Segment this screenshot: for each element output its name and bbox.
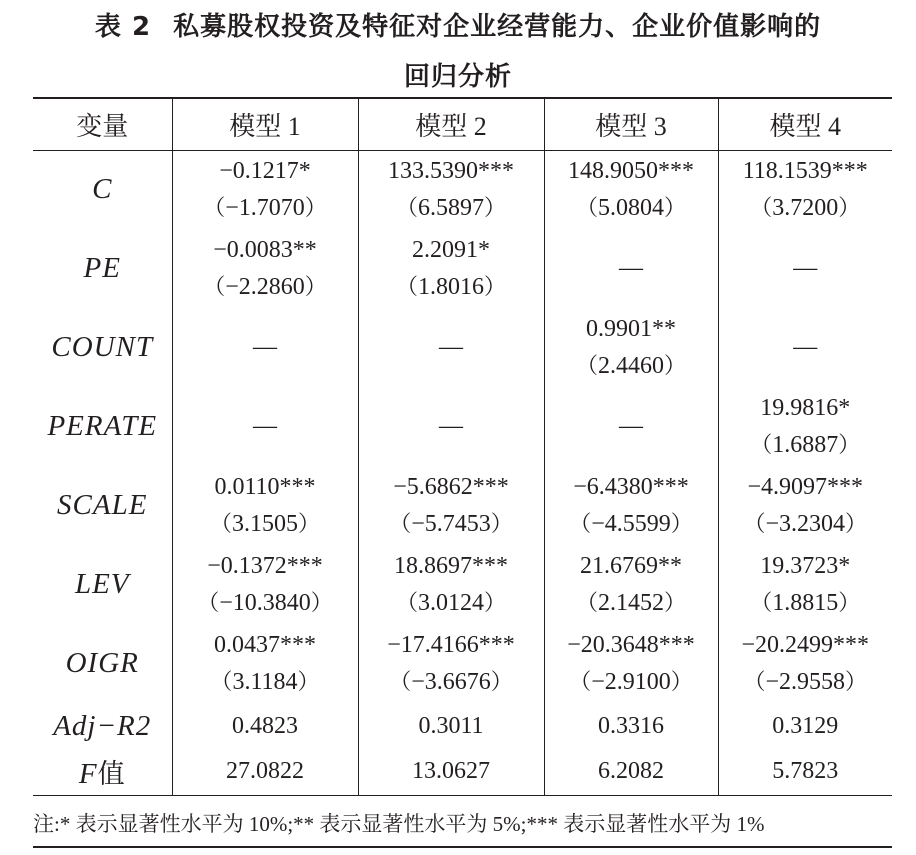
coefficient: −0.1217* (219, 157, 311, 184)
coefficient: 0.0437*** (214, 631, 316, 658)
t-statistic: （5.0804） (575, 194, 687, 221)
empty-cell-dash: — (253, 413, 277, 439)
adj-r2-value: 0.3011 (358, 703, 544, 749)
coefficient: 21.6769** (580, 552, 682, 579)
coefficient: 133.5390*** (388, 157, 514, 184)
table-note: 注:* 表示显著性水平为 10%;** 表示显著性水平为 5%;*** 表示显著性水平为 1% (33, 812, 765, 836)
f-label-suffix: 值 (97, 759, 126, 790)
t-statistic-value: −3.6676 (411, 668, 491, 695)
table-cell (718, 387, 892, 466)
f-value: 13.0627 (358, 749, 544, 795)
t-statistic-value: −4.5599 (591, 510, 671, 537)
coefficient: −17.4166*** (387, 631, 515, 658)
table-cell (172, 624, 358, 703)
table-number: 表 2 (94, 12, 152, 42)
t-statistic-value: 3.0124 (418, 589, 484, 616)
coefficient: 19.3723* (760, 552, 851, 579)
t-statistic: （1.8815） (750, 589, 861, 616)
t-statistic: （3.1505） (209, 510, 321, 537)
empty-cell-dash: — (619, 413, 643, 439)
variable-name: PERATE (47, 410, 158, 442)
empty-cell-dash: — (793, 334, 818, 360)
column-header-variable: 变量 (76, 111, 129, 141)
t-statistic: （−10.3840） (197, 589, 333, 616)
table-cell (172, 387, 358, 466)
column-header-model-4: 模型 4 (718, 98, 892, 150)
t-statistic: （−2.9100） (569, 668, 693, 695)
adj-r2-value: 0.4823 (172, 703, 358, 749)
t-statistic-value: 5.0804 (598, 194, 664, 221)
table-cell (544, 387, 718, 466)
table-cell (172, 545, 358, 624)
table-cell (358, 150, 544, 229)
t-statistic: （1.6887） (750, 431, 861, 458)
table-cell (718, 545, 892, 624)
t-statistic-value: 1.8815 (772, 589, 839, 616)
t-statistic-value: −2.2860 (225, 273, 305, 300)
t-statistic-value: −3.2304 (765, 510, 846, 537)
header-row (33, 98, 892, 150)
table-cell (172, 229, 358, 308)
coefficient: 0.0110*** (214, 473, 316, 500)
table-cell (358, 229, 544, 308)
t-statistic-value: −1.7070 (225, 194, 305, 221)
empty-cell-dash: — (439, 334, 463, 360)
table-cell (718, 308, 892, 387)
t-statistic: （3.0124） (395, 589, 507, 616)
table-cell (172, 150, 358, 229)
t-statistic-value: 3.1184 (232, 668, 298, 695)
t-statistic-value: 1.6887 (772, 431, 839, 458)
t-statistic: （2.4460） (575, 352, 687, 379)
t-statistic-value: 6.5897 (418, 194, 484, 221)
table-row (33, 387, 892, 466)
table-row (33, 624, 892, 703)
t-statistic: （−1.7070） (203, 194, 327, 221)
f-label: F (78, 758, 98, 791)
coefficient: 19.9816* (760, 394, 851, 421)
empty-cell-dash: — (793, 255, 818, 281)
variable-name: C (92, 173, 113, 206)
column-header-model-2: 模型 2 (358, 98, 544, 150)
t-statistic-value: −2.9100 (591, 668, 671, 695)
empty-cell-dash: — (619, 255, 643, 281)
coefficient: −5.6862*** (393, 473, 509, 500)
variable-name: SCALE (57, 489, 148, 521)
t-statistic: （6.5897） (395, 194, 507, 221)
empty-cell-dash: — (253, 334, 277, 360)
table-row (33, 466, 892, 545)
table-row (33, 545, 892, 624)
t-statistic-value: −5.7453 (411, 510, 491, 537)
regression-table (33, 97, 892, 796)
table-cell (544, 466, 718, 545)
coefficient: −0.0083** (213, 236, 317, 263)
t-statistic: （3.1184） (210, 668, 320, 695)
table-title-line-1: 私募股权投资及特征对企业经营能力、企业价值影响的 (173, 12, 822, 42)
f-value: 6.2082 (544, 749, 718, 795)
t-statistic: （−2.9558） (743, 668, 868, 695)
variable-name: PE (83, 252, 121, 284)
f-value-row (33, 749, 892, 795)
t-statistic: （1.8016） (395, 273, 507, 300)
coefficient: −6.4380*** (573, 473, 689, 500)
table-cell (544, 229, 718, 308)
column-header-model-3: 模型 3 (544, 98, 718, 150)
coefficient: 0.9901** (586, 315, 676, 342)
variable-name: OIGR (65, 647, 139, 679)
t-statistic-value: 3.1505 (232, 510, 298, 537)
variable-name: COUNT (51, 331, 154, 363)
adj-r2-row (33, 703, 892, 749)
table-cell (544, 545, 718, 624)
table-caption (0, 6, 916, 43)
table-row (33, 308, 892, 387)
t-statistic: （−4.5599） (569, 510, 693, 537)
t-statistic: （−3.2304） (743, 510, 868, 537)
t-statistic-value: −2.9558 (765, 668, 846, 695)
column-header-model-1: 模型 1 (172, 98, 358, 150)
table-cell (172, 308, 358, 387)
table-row (33, 229, 892, 308)
coefficient: −20.3648*** (567, 631, 695, 658)
table-cell (358, 387, 544, 466)
table-cell (544, 150, 718, 229)
t-statistic-value: 3.7200 (772, 194, 839, 221)
t-statistic: （−2.2860） (203, 273, 327, 300)
table-cell (544, 308, 718, 387)
coefficient: −0.1372*** (207, 552, 323, 579)
coefficient: −20.2499*** (741, 631, 870, 658)
t-statistic-value: −10.3840 (219, 589, 311, 616)
bottom-rule (33, 846, 892, 848)
table-cell (358, 308, 544, 387)
table-cell (718, 624, 892, 703)
t-statistic: （−5.7453） (389, 510, 513, 537)
t-statistic: （−3.6676） (389, 668, 513, 695)
table-cell (358, 466, 544, 545)
t-statistic: （2.1452） (575, 589, 687, 616)
coefficient: 18.8697*** (394, 552, 508, 579)
coefficient: 118.1539*** (742, 157, 868, 184)
variable-name (33, 749, 172, 795)
empty-cell-dash: — (439, 413, 463, 439)
coefficient: 2.2091* (412, 236, 490, 263)
table-title-line-2: 回归分析 (403, 62, 512, 92)
table-cell (544, 624, 718, 703)
table-cell (718, 466, 892, 545)
adj-r2-value: 0.3316 (544, 703, 718, 749)
t-statistic-value: 2.1452 (598, 589, 664, 616)
coefficient: 148.9050*** (568, 157, 694, 184)
adj-r2-value: 0.3129 (718, 703, 892, 749)
t-statistic-value: 2.4460 (598, 352, 664, 379)
table-cell (172, 466, 358, 545)
f-value: 5.7823 (718, 749, 892, 795)
table-row (33, 150, 892, 229)
t-statistic-value: 1.8016 (418, 273, 484, 300)
table-body (33, 150, 892, 795)
table-cell (718, 150, 892, 229)
t-statistic: （3.7200） (750, 194, 861, 221)
coefficient: −4.9097*** (747, 473, 864, 500)
table-cell (358, 545, 544, 624)
variable-name: Adj−R2 (53, 709, 152, 742)
variable-name: LEV (74, 568, 130, 600)
table-cell (718, 229, 892, 308)
f-value: 27.0822 (172, 749, 358, 795)
table-cell (358, 624, 544, 703)
